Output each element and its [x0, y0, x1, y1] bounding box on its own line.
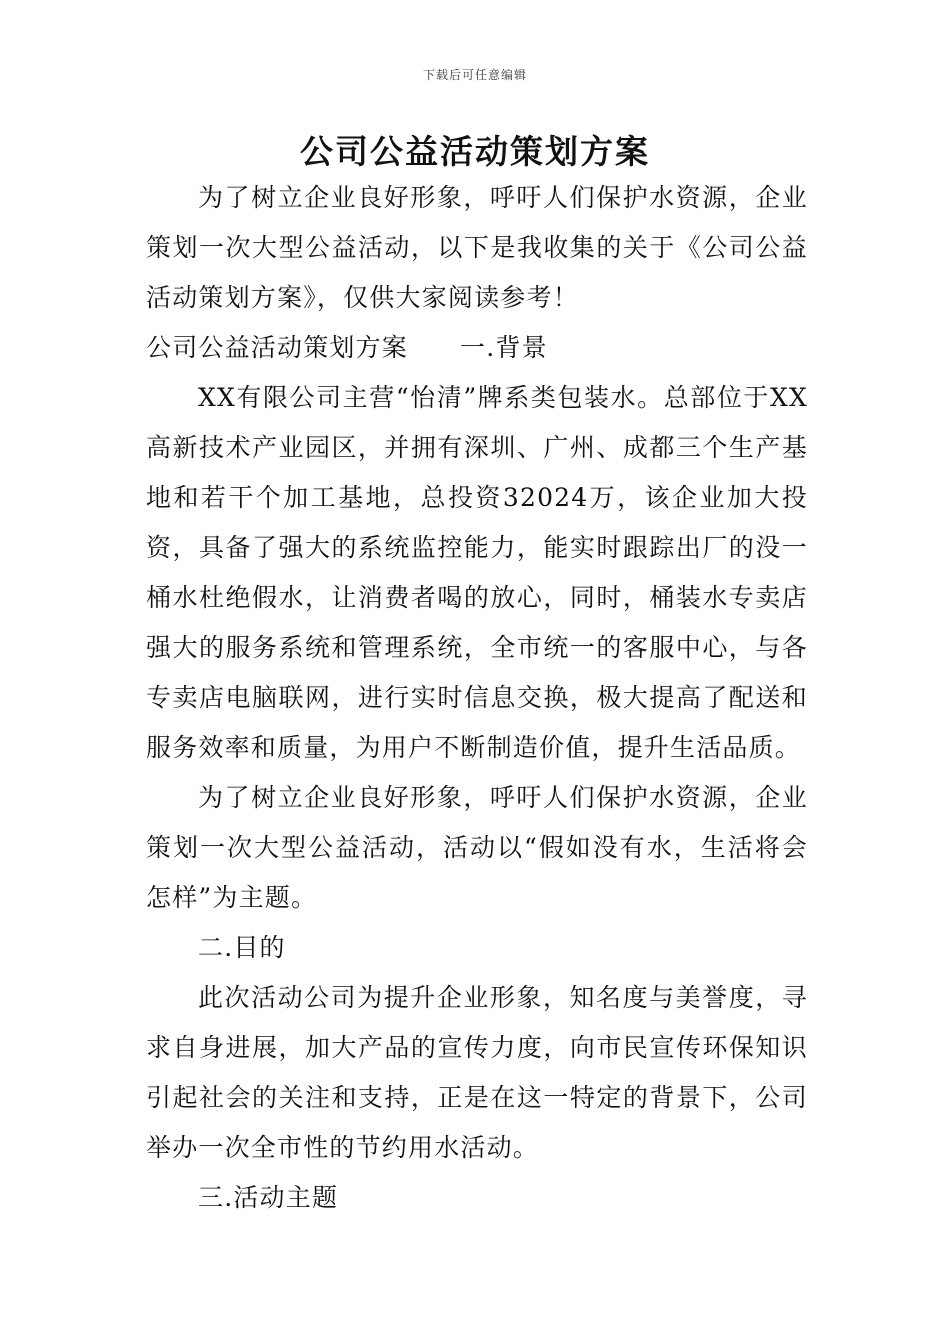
- background-paragraph-1: XX有限公司主营“怡清”牌系类包装水。总部位于XX高新技术产业园区，并拥有深圳、广州、成都三个生产基地和若干个加工基地，总投资32024万，该企业加大投资，具备了强大的系统监控能力，能实时跟踪出厂的没一桶水杜绝假水，让消费者喝的放心，同时，桶装水专卖店强大的服务系统和管理系统，全市统一的客服中心，与各专卖店电脑联网，进行实时信息交换，极大提高了配送和服务效率和质量，为用户不断制造价值，提升生活品质。: [146, 383, 808, 762]
- purpose-paragraph: 此次活动公司为提升企业形象，知名度与美誉度，寻求自身进展，加大产品的宣传力度，向市民宣传环保知识引起社会的关注和支持，正是在这一特定的背景下，公司举办一次全市性的节约用水活动。: [146, 983, 808, 1162]
- header-note: 下载后可任意编辑: [422, 68, 527, 82]
- section-heading-theme: 三.活动主题: [198, 1183, 339, 1212]
- subtitle: 公司公益活动策划方案: [146, 333, 409, 362]
- subtitle-line: [146, 323, 808, 373]
- document-body: [146, 173, 808, 1223]
- section-heading-background: 一.背景: [460, 333, 548, 362]
- section-heading-purpose: 二.目的: [198, 933, 286, 962]
- background-paragraph-2: 为了树立企业良好形象，呼吁人们保护水资源，企业策划一次大型公益活动，活动以“假如没有水，生活将会怎样”为主题。: [146, 783, 808, 912]
- intro-paragraph: 为了树立企业良好形象，呼吁人们保护水资源，企业策划一次大型公益活动，以下是我收集的关于《公司公益活动策划方案》，仅供大家阅读参考！: [146, 183, 808, 312]
- page-title: 公司公益活动策划方案: [300, 132, 650, 171]
